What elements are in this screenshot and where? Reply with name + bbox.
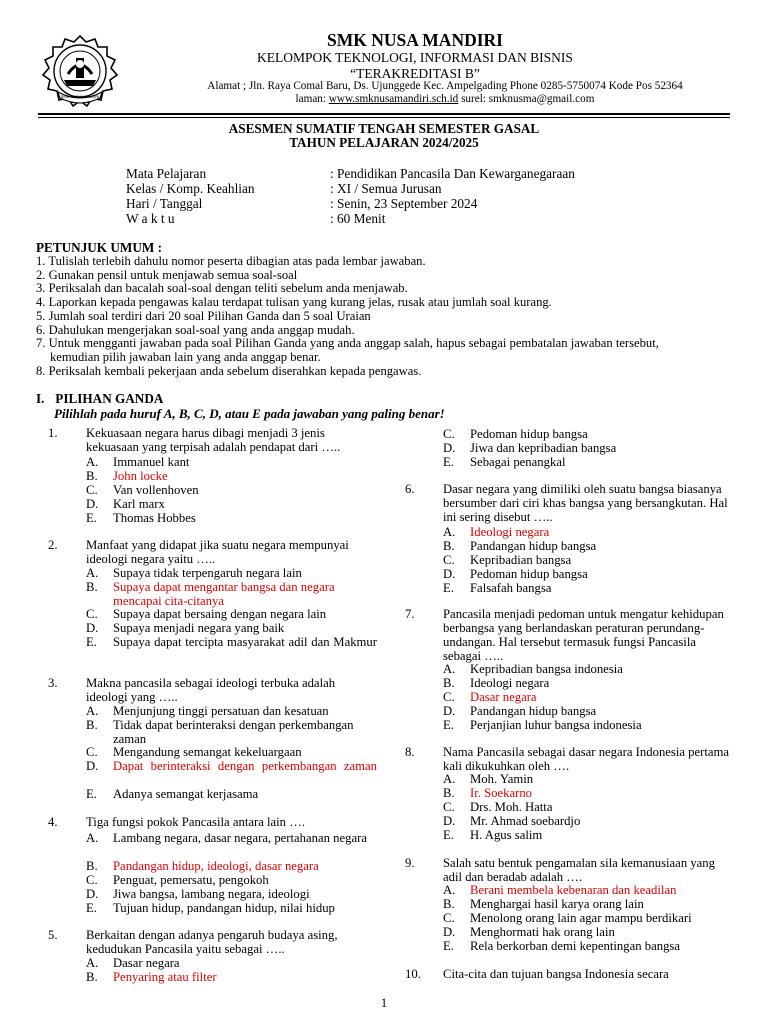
question-number: 4. <box>48 815 58 829</box>
question-stem: Cita-cita dan tujuan bangsa Indonesia secara <box>443 967 669 981</box>
option-text: Van vollenhoven <box>113 483 199 497</box>
option-text: Mr. Ahmad soebardjo <box>470 814 581 828</box>
option-text: Perjanjian luhur bangsa indonesia <box>470 718 642 732</box>
option-letter: A. <box>86 956 99 970</box>
option-letter: A. <box>443 662 456 676</box>
option-text: Moh. Yamin <box>470 772 534 786</box>
question-number: 6. <box>405 482 415 496</box>
meta-value: : Senin, 23 September 2024 <box>330 196 478 211</box>
option-letter: D. <box>443 814 456 828</box>
school-name: SMK NUSA MANDIRI <box>327 30 503 50</box>
option-text: Menjunjung tinggi persatuan dan kesatuan <box>113 704 329 718</box>
option-letter: A. <box>86 455 99 469</box>
email-text: surel: smknusma@gmail.com <box>458 93 595 105</box>
instruction-item: 7. Untuk mengganti jawaban pada soal Pilihan Ganda yang anda anggap salah, hapus sebagai pembatalan jawaban tersebut, <box>36 336 659 351</box>
option-letter: A. <box>443 883 456 897</box>
option-letter: C. <box>443 800 455 814</box>
question-stem: Tiga fungsi pokok Pancasila antara lain …. <box>86 815 306 829</box>
question-number: 5. <box>48 928 58 942</box>
option-letter: A. <box>443 525 456 539</box>
section-instruction: Pilihlah pada huruf A, B, C, D, atau E pada jawaban yang paling benar! <box>54 406 445 421</box>
instructions-title: PETUNJUK UMUM : <box>36 240 162 255</box>
exam-year: TAHUN PELAJARAN 2024/2025 <box>289 135 479 150</box>
option-text: Jiwa bangsa, lambang negara, ideologi <box>113 887 310 901</box>
option-letter: B. <box>443 897 455 911</box>
meta-label: Kelas / Komp. Keahlian <box>126 181 255 196</box>
option-text: Tidak dapat berinteraksi dengan perkembangan zaman <box>113 718 354 746</box>
answer-key-text: Ideologi negara <box>470 525 550 539</box>
section-title: PILIHAN GANDA <box>55 391 164 406</box>
instruction-item: 2. Gunakan pensil untuk menjawab semua soal-soal <box>36 267 298 282</box>
question-stem: Dasar negara yang dimiliki oleh suatu bangsa biasanya bersumber dari ciri khas bangsa yang bersangkutan. Hal ini sering disebut ….. <box>443 482 728 524</box>
school-logo <box>38 34 122 110</box>
option-letter: C. <box>86 873 98 887</box>
option-letter: B. <box>86 718 98 732</box>
option-letter: D. <box>443 704 456 718</box>
option-letter: B. <box>86 469 98 483</box>
option-letter: D. <box>86 887 99 901</box>
option-letter: C. <box>86 745 98 759</box>
option-letter: C. <box>86 483 98 497</box>
instruction-item: 3. Periksalah dan bacalah soal-soal dengan teliti sebelum anda menjawab. <box>36 281 408 296</box>
option-letter: A. <box>443 772 456 786</box>
option-text: Supaya dapat bersaing dengan negara lain <box>113 607 327 621</box>
option-text: Dasar negara <box>113 956 180 970</box>
option-letter: E. <box>443 939 454 953</box>
meta-value: : Pendidikan Pancasila Dan Kewarganegaraan <box>330 166 575 181</box>
question-stem: Pancasila menjadi pedoman untuk mengatur kehidupan berbangsa yang berlandaskan peraturan perundang-undangan. Hal tersebut termasuk fungsi Pancasila sebagai ….. <box>443 607 724 663</box>
instruction-item: 5. Jumlah soal terdiri dari 20 soal Pilihan Ganda dan 5 soal Uraian <box>36 308 371 323</box>
option-letter: A. <box>86 566 99 580</box>
answer-key-text: Dasar negara <box>470 690 537 704</box>
option-text: Menghormati hak orang lain <box>470 925 615 939</box>
instruction-item: 1. Tulislah terlebih dahulu nomor peserta dibagian atas pada lembar jawaban. <box>36 254 426 268</box>
option-text: Pedoman hidup bangsa <box>470 427 588 441</box>
option-letter: E. <box>443 581 454 595</box>
instruction-item: 6. Dahulukan mengerjakan soal-soal yang anda anggap mudah. <box>36 322 355 337</box>
option-letter: B. <box>443 786 455 800</box>
option-text: Kepribadian bangsa indonesia <box>470 662 623 676</box>
option-text: H. Agus salim <box>470 828 543 842</box>
option-letter: B. <box>86 580 98 594</box>
question-number: 1. <box>48 426 58 440</box>
option-letter: B. <box>443 539 455 553</box>
option-text: Drs. Moh. Hatta <box>470 800 553 814</box>
option-text: Supaya dapat tercipta masyarakat adil dan Makmur <box>113 635 377 649</box>
question-number: 3. <box>48 676 58 690</box>
option-text: Penguat, pemersatu, pengokoh <box>113 873 269 887</box>
option-text: Menghargai hasil karya orang lain <box>470 897 644 911</box>
header-rule-thin <box>38 117 730 118</box>
option-text: Supaya tidak terpengaruh negara lain <box>113 566 302 580</box>
option-letter: D. <box>86 497 99 511</box>
question-stem: Makna pancasila sebagai ideologi terbuka adalah ideologi yang ….. <box>86 676 336 704</box>
answer-key-text: Berani membela kebenaran dan keadilan <box>470 883 677 897</box>
page-number: 1 <box>380 996 388 1010</box>
question-number: 2. <box>48 538 58 552</box>
option-letter: A. <box>86 704 99 718</box>
option-text: Immanuel kant <box>113 455 190 469</box>
meta-label: Mata Pelajaran <box>126 166 207 181</box>
answer-key-text: Dapat berinteraksi dengan perkembangan zaman <box>113 759 377 773</box>
option-text: Sebagai penangkal <box>470 455 566 469</box>
option-text: Lambang negara, dasar negara, pertahanan negara <box>113 831 367 845</box>
school-accreditation: “TERAKREDITASI B” <box>350 66 480 81</box>
option-letter: D. <box>443 567 456 581</box>
question-stem: Salah satu bentuk pengamalan sila kemanusiaan yang adil dan beradab adalah …. <box>443 856 715 884</box>
option-letter: E. <box>443 455 454 469</box>
option-letter: B. <box>86 970 98 984</box>
option-text: Pandangan hidup bangsa <box>470 539 597 553</box>
option-text: Jiwa dan kepribadian bangsa <box>470 441 617 455</box>
option-letter: C. <box>443 690 455 704</box>
option-letter: E. <box>86 635 97 649</box>
answer-key-text: Supaya dapat mengantar bangsa dan negara mencapai cita-citanya <box>113 580 335 608</box>
exam-title: ASESMEN SUMATIF TENGAH SEMESTER GASAL <box>228 121 540 136</box>
option-text: Thomas Hobbes <box>113 511 196 525</box>
logo-text: SMK NUSA MANDIRI <box>60 94 100 99</box>
option-letter: E. <box>443 718 454 732</box>
question-number: 10. <box>405 967 421 981</box>
option-text: Menolong orang lain agar mampu berdikari <box>470 911 692 925</box>
answer-key-text: John locke <box>113 469 168 483</box>
option-letter: D. <box>86 621 99 635</box>
option-letter: C. <box>443 427 455 441</box>
option-text: Falsafah bangsa <box>470 581 552 595</box>
school-address: Alamat ; Jln. Raya Comal Baru, Ds. Ujunggede Kec. Ampelgading Phone 0285-5750074 Kode Pos 52364 <box>207 80 683 92</box>
question-stem: Kekuasaan negara harus dibagi menjadi 3 jenis kekuasaan yang terpisah adalah pendapat dari ….. <box>86 426 341 454</box>
instruction-item: 8. Periksalah kembali pekerjaan anda sebelum diserahkan kepada pengawas. <box>36 363 422 378</box>
option-letter: D. <box>443 925 456 939</box>
answer-key-text: Pandangan hidup, ideologi, dasar negara <box>113 859 319 873</box>
web-prefix: laman: <box>295 93 329 105</box>
option-text: Pandangan hidup bangsa <box>470 704 597 718</box>
meta-value: : 60 Menit <box>330 211 386 226</box>
instruction-item: 4. Laporkan kepada pengawas kalau terdapat tulisan yang kurang jelas, rusak atau jumlah soal kurang. <box>36 295 552 310</box>
option-text: Karl marx <box>113 497 165 511</box>
option-text: Supaya menjadi negara yang baik <box>113 621 285 635</box>
section-heading <box>36 391 163 407</box>
option-text: Rela berkorban demi kepentingan bangsa <box>470 939 680 953</box>
option-text: Pedoman hidup bangsa <box>470 567 588 581</box>
website-link[interactable]: www.smknusamandiri.sch.id <box>328 93 459 105</box>
question-stem: Nama Pancasila sebagai dasar negara Indonesia pertama kali dikukuhkan oleh …. <box>443 745 730 773</box>
meta-value: : XI / Semua Jurusan <box>330 181 442 196</box>
option-letter: C. <box>443 911 455 925</box>
option-letter: B. <box>443 676 455 690</box>
question-stem: Berkaitan dengan adanya pengaruh budaya asing, kedudukan Pancasila yaitu sebagai ….. <box>86 928 338 956</box>
question-number: 9. <box>405 856 415 870</box>
option-text: Tujuan hidup, pandangan hidup, nilai hidup <box>113 901 335 915</box>
option-letter: E. <box>86 511 97 525</box>
section-roman: I. <box>36 391 45 406</box>
option-letter: C. <box>443 553 455 567</box>
option-letter: B. <box>86 859 98 873</box>
option-letter: E. <box>86 901 97 915</box>
option-letter: E. <box>443 828 454 842</box>
meta-label: Hari / Tanggal <box>126 196 203 211</box>
option-letter: D. <box>443 441 456 455</box>
header-rule-thick <box>38 113 730 115</box>
question-number: 8. <box>405 745 415 759</box>
question-number: 7. <box>405 607 415 621</box>
school-contact <box>150 93 740 105</box>
answer-key-text: Penyaring atau filter <box>113 970 217 984</box>
question-stem: Manfaat yang didapat jika suatu negara mempunyai ideologi negara yaitu ….. <box>86 538 349 566</box>
instructions-list <box>36 255 736 378</box>
meta-label: W a k t u <box>126 211 175 226</box>
option-letter: D. <box>86 759 99 773</box>
option-letter: C. <box>86 607 98 621</box>
option-text: Kepribadian bangsa <box>470 553 572 567</box>
school-group: KELOMPOK TEKNOLOGI, INFORMASI DAN BISNIS <box>257 50 573 65</box>
option-text: Mengandung semangat kekeluargaan <box>113 745 302 759</box>
option-letter: A. <box>86 831 99 845</box>
option-text: Ideologi negara <box>470 676 550 690</box>
instruction-item: kemudian pilih jawaban lain yang anda anggap benar. <box>50 349 321 364</box>
option-text: Adanya semangat kerjasama <box>113 787 259 801</box>
answer-key-text: Ir. Soekarno <box>470 786 533 800</box>
option-letter: E. <box>86 787 97 801</box>
